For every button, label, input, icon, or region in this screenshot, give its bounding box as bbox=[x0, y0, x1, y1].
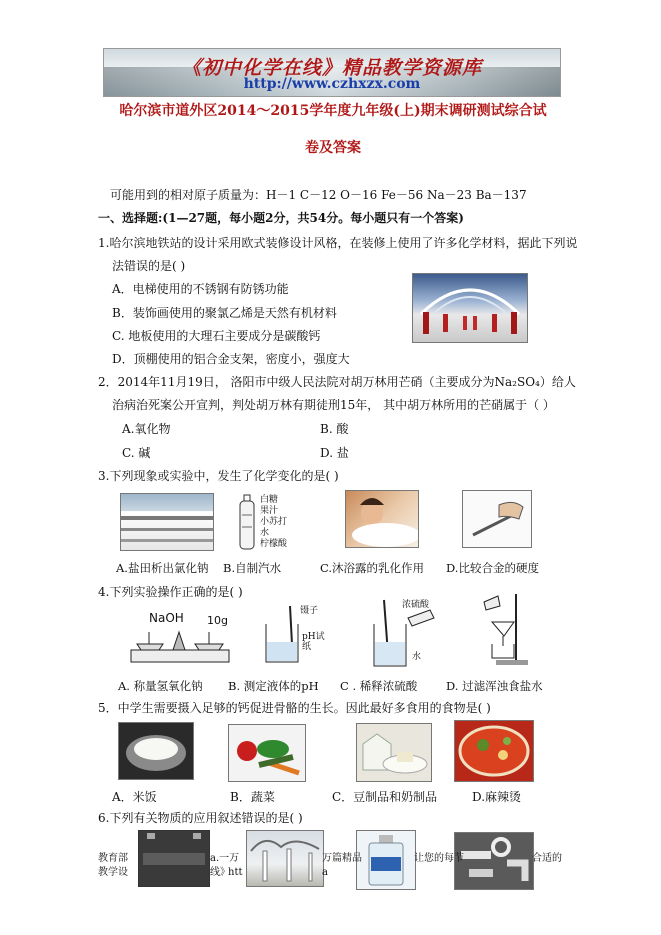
q4-option-c[interactable]: C . 稀释浓硫酸 bbox=[340, 679, 418, 693]
footer-line1-part3: 万篇精品 bbox=[322, 853, 362, 864]
footer-line2-part1: 教学设 bbox=[98, 867, 128, 878]
balance-figure bbox=[127, 610, 233, 670]
q2-option-b[interactable]: B. 酸 bbox=[320, 422, 349, 436]
footer-line2-part4: a bbox=[322, 867, 328, 878]
metro-station-photo bbox=[412, 273, 528, 343]
bath-photo bbox=[345, 490, 419, 548]
whitewashed-trees-photo bbox=[246, 830, 324, 887]
rice-bowl-photo bbox=[118, 722, 194, 780]
q4-option-a[interactable]: A. 称量氢氧化钠 bbox=[118, 679, 203, 693]
footer-line1-part2: a.一万 bbox=[210, 853, 240, 864]
vegetables-photo bbox=[228, 724, 306, 782]
footer-line2-part2: 线》 bbox=[210, 867, 230, 878]
dilution-figure bbox=[370, 598, 442, 668]
q2-stem-line2: 治病治死案公开宣判，判处胡万林有期徒刑15年， 其中胡万林所用的芒硝属于（ ） bbox=[112, 398, 555, 412]
page-title-line1: 哈尔滨市道外区2014～2015学年度九年级(上)期末调研测试综合试 bbox=[119, 103, 547, 119]
q5-stem: 5．中学生需要摄入足够的钙促进骨骼的生长。因此最好多食用的食物是( ) bbox=[98, 701, 491, 715]
q1-option-b[interactable]: B．装饰画使用的聚氯乙烯是天然有机材料 bbox=[112, 306, 337, 320]
bottle-label-sugar: 白糖 bbox=[260, 495, 279, 505]
q1-stem-line1: 1.哈尔滨地铁站的设计采用欧式装修设计风格，在装修上使用了许多化学材料，据此下列说 bbox=[98, 236, 578, 250]
acid-label: 浓硫酸 bbox=[402, 600, 430, 610]
q3-stem: 3.下列现象或实验中，发生了化学变化的是( ) bbox=[98, 469, 339, 483]
tweezers-label: 镊子 bbox=[300, 606, 319, 616]
page-title-line2: 卷及答案 bbox=[305, 140, 361, 156]
q1-option-d[interactable]: D．顶棚使用的铝合金支架，密度小，强度大 bbox=[112, 352, 350, 366]
spicy-hotpot-photo bbox=[454, 720, 534, 782]
q1-option-c[interactable]: C. 地板使用的大理石主要成分是碳酸钙 bbox=[112, 329, 321, 343]
bottle-label-water: 水 bbox=[260, 528, 270, 538]
banner-title: 《初中化学在线》精品教学资源库 bbox=[181, 57, 482, 79]
section-heading: 一、选择题:(1—27题，每小题2分，共54分。每小题只有一个答案) bbox=[98, 211, 464, 225]
naoh-label: NaOH bbox=[149, 611, 184, 625]
bottle-label-juice: 果汁 bbox=[260, 506, 279, 516]
q2-option-d[interactable]: D. 盐 bbox=[320, 446, 349, 460]
pipe-fittings-photo bbox=[454, 832, 534, 890]
q5-option-c[interactable]: C．豆制品和奶制品 bbox=[332, 790, 438, 804]
water-label: 水 bbox=[412, 652, 422, 662]
q3-option-c[interactable]: C.沐浴露的乳化作用 bbox=[320, 561, 425, 575]
ph-paper-label: pH试纸 bbox=[302, 632, 325, 652]
alloy-hardness-figure bbox=[462, 490, 532, 548]
q2-stem-line1: 2．2014年11月19日， 洛阳市中级人民法院对胡万林用芒硝（主要成分为Na₂SO₄）给人 bbox=[98, 375, 576, 389]
q4-option-b[interactable]: B. 测定液体的pH bbox=[228, 679, 319, 693]
bottle-label-baking-soda: 小苏打 bbox=[260, 517, 288, 527]
q5-option-a[interactable]: A．米饭 bbox=[112, 790, 157, 804]
filtration-figure bbox=[476, 592, 532, 668]
ph-test-figure bbox=[258, 604, 328, 666]
saline-bottle-photo bbox=[356, 830, 416, 890]
header-banner bbox=[103, 48, 561, 97]
q2-option-c[interactable]: C. 碱 bbox=[122, 446, 151, 460]
q2-option-a[interactable]: A.氧化物 bbox=[122, 422, 171, 436]
salt-field-photo bbox=[120, 493, 214, 551]
q6-stem: 6.下列有关物质的应用叙述错误的是( ) bbox=[98, 811, 303, 825]
bottle-label-citric-acid: 柠檬酸 bbox=[260, 539, 288, 549]
footer-line1-part4: 让您的每节 bbox=[414, 853, 464, 864]
mass-label: 10g bbox=[207, 614, 228, 627]
footer-line2-part3[interactable]: htt bbox=[228, 867, 243, 878]
footer-line1-part1: 教育部 bbox=[98, 853, 128, 864]
q4-stem: 4.下列实验操作正确的是( ) bbox=[98, 585, 243, 599]
q5-option-d[interactable]: D.麻辣烫 bbox=[472, 790, 522, 804]
q3-option-d[interactable]: D.比较合金的硬度 bbox=[446, 561, 539, 575]
atomic-masses: 可能用到的相对原子质量为：H－1 C－12 O－16 Fe－56 Na－23 Ba－137 bbox=[110, 188, 527, 202]
battery-photo bbox=[138, 830, 210, 887]
q3-option-a[interactable]: A.盐田析出氯化钠 bbox=[116, 561, 209, 575]
q4-option-d[interactable]: D. 过滤浑浊食盐水 bbox=[446, 679, 543, 693]
q3-option-b[interactable]: B.自制汽水 bbox=[223, 561, 282, 575]
q1-stem-line2: 法错误的是( ) bbox=[112, 259, 186, 273]
q1-option-a[interactable]: A．电梯使用的不锈钢有防锈功能 bbox=[112, 282, 289, 296]
banner-url[interactable]: http://www.czhxzx.com bbox=[243, 76, 421, 92]
dairy-soy-photo bbox=[356, 723, 432, 782]
soda-bottle-figure bbox=[236, 491, 306, 551]
footer-line1-part5: 合适的 bbox=[532, 853, 562, 864]
q5-option-b[interactable]: B．蔬菜 bbox=[230, 790, 275, 804]
